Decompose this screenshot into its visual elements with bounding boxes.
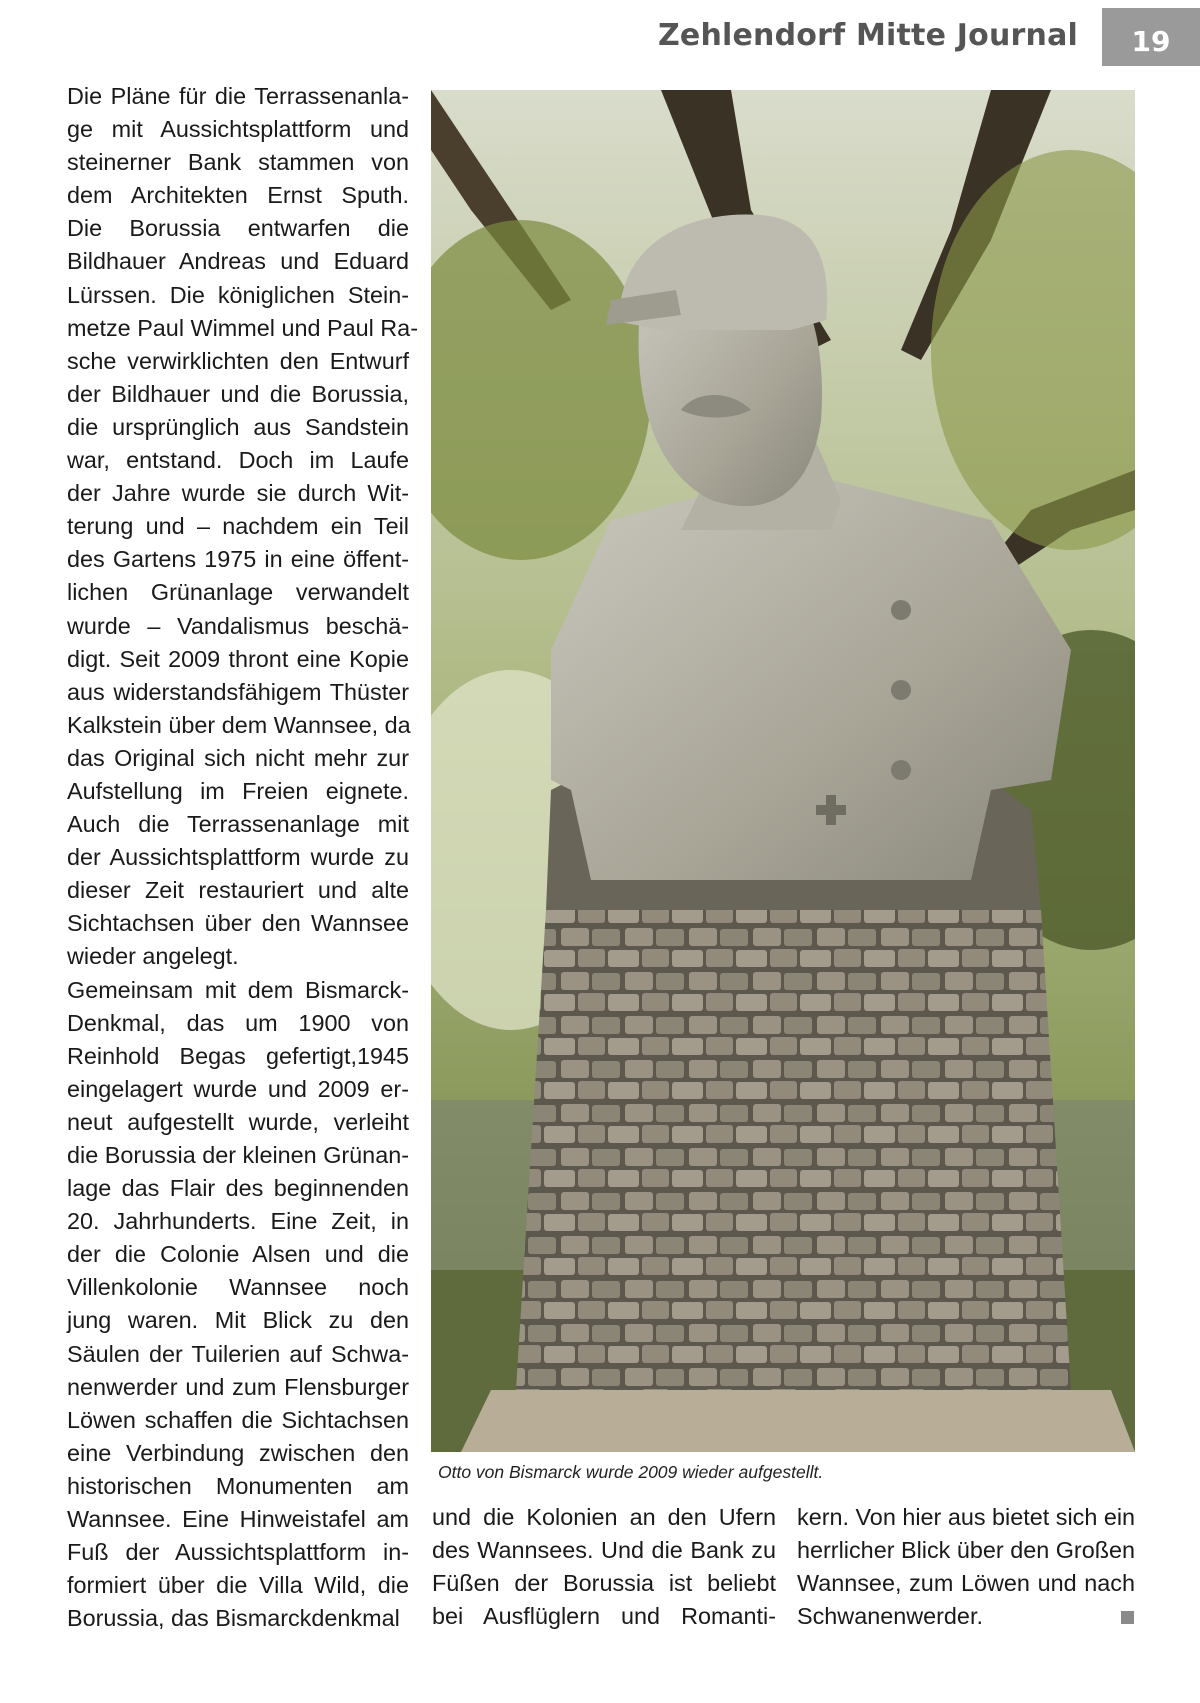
text-line: und die Kolonien an den Ufern: [432, 1504, 776, 1530]
text-line: metze Paul Wimmel und Paul Ra-: [67, 314, 418, 341]
text-line: steinerner Bank stammen von: [67, 149, 409, 176]
text-line: der Aussichtsplattform wurde zu: [67, 844, 409, 871]
bismarck-bust-photo: [431, 90, 1135, 1452]
text-line: Die Pläne für die Terrassenanla-: [67, 83, 409, 109]
article-column-right: [797, 1501, 1135, 1633]
journal-title: Zehlendorf Mitte Journal: [657, 18, 1078, 53]
text-line: Wannsee. Eine Hinweistafel am: [67, 1506, 409, 1533]
text-line: Gemeinsam mit dem Bismarck-: [67, 976, 409, 1003]
text-line: Füßen der Borussia ist beliebt: [432, 1570, 776, 1597]
text-line: nenwerder und zum Flensburger: [67, 1373, 409, 1400]
text-line: Sichtachsen über den Wannsee: [67, 910, 409, 937]
text-line: der Jahre wurde sie durch Wit-: [67, 480, 409, 507]
text-line: formiert über die Villa Wild, die: [67, 1572, 409, 1599]
text-line: Villenkolonie Wannsee noch: [67, 1274, 409, 1301]
text-line: neut aufgestellt wurde, verleiht: [67, 1108, 409, 1135]
text-line: terung und – nachdem ein Teil: [67, 513, 409, 540]
text-line: Lürssen. Die königlichen Stein-: [67, 281, 409, 308]
text-line: Wannsee, zum Löwen und nach: [797, 1570, 1135, 1597]
text-line: eingelagert wurde und 2009 er-: [67, 1075, 409, 1102]
page-number: 19: [1131, 25, 1171, 58]
text-line: jung waren. Mit Blick zu den: [67, 1307, 409, 1334]
photo-caption: Otto von Bismarck wurde 2009 wieder aufgestellt.: [438, 1462, 824, 1482]
text-line: Reinhold Begas gefertigt,1945: [67, 1042, 409, 1069]
text-line: Auch die Terrassenanlage mit: [67, 811, 409, 838]
text-line: herrlicher Blick über den Großen: [797, 1537, 1136, 1564]
article-end-mark: [1121, 1611, 1134, 1624]
article-column-left: [67, 80, 418, 1635]
text-line: Borussia, das Bismarckdenkmal: [67, 1605, 400, 1632]
text-line: Denkmal, das um 1900 von: [67, 1009, 409, 1036]
text-line: Löwen schaffen die Sichtachsen: [67, 1406, 409, 1433]
page-number-box: [1102, 8, 1200, 66]
text-line: ge mit Aussichtsplattform und: [67, 116, 409, 143]
text-line: sche verwirklichten den Entwurf: [67, 347, 409, 374]
photo-illustration: [431, 90, 1135, 1452]
text-line: der Bildhauer und die Borussia,: [67, 380, 409, 407]
text-line: wurde – Vandalismus beschä-: [67, 612, 409, 639]
text-line: der die Colonie Alsen und die: [67, 1241, 409, 1268]
text-line: des Gartens 1975 in eine öffent-: [67, 546, 409, 573]
article-column-middle: [432, 1501, 776, 1633]
text-line: Schwanenwerder.: [797, 1603, 983, 1630]
text-line: wieder angelegt.: [67, 943, 239, 970]
text-line: historischen Monumenten am: [67, 1472, 409, 1499]
text-line: das Original sich nicht mehr zur: [67, 744, 409, 771]
text-line: 20. Jahrhunderts. Eine Zeit, in: [67, 1208, 409, 1235]
text-line: lichen Grünanlage verwandelt: [67, 579, 409, 606]
text-line: Säulen der Tuilerien auf Schwa-: [67, 1340, 409, 1367]
text-line: Fuß der Aussichtsplattform in-: [67, 1539, 409, 1566]
text-line: die Borussia der kleinen Grünan-: [67, 1142, 409, 1168]
text-line: kern. Von hier aus bietet sich ein: [797, 1504, 1136, 1530]
text-line: des Wannsees. Und die Bank zu: [432, 1537, 776, 1564]
text-line: Kalkstein über dem Wannsee, da: [67, 711, 411, 738]
text-line: digt. Seit 2009 thront eine Kopie: [67, 645, 409, 672]
text-line: dieser Zeit restauriert und alte: [67, 877, 409, 904]
text-line: die ursprünglich aus Sandstein: [67, 413, 409, 440]
text-line: dem Architekten Ernst Sputh.: [67, 182, 409, 209]
text-line: Bildhauer Andreas und Eduard: [67, 248, 409, 275]
text-line: Aufstellung im Freien eignete.: [67, 777, 409, 804]
text-line: Die Borussia entwarfen die: [67, 215, 409, 242]
text-line: eine Verbindung zwischen den: [67, 1439, 409, 1466]
text-line: war, entstand. Doch im Laufe: [67, 447, 409, 474]
text-line: bei Ausflüglern und Romanti-: [432, 1603, 776, 1630]
text-line: lage das Flair des beginnenden: [67, 1175, 409, 1202]
text-line: aus widerstandsfähigem Thüster: [67, 678, 409, 705]
